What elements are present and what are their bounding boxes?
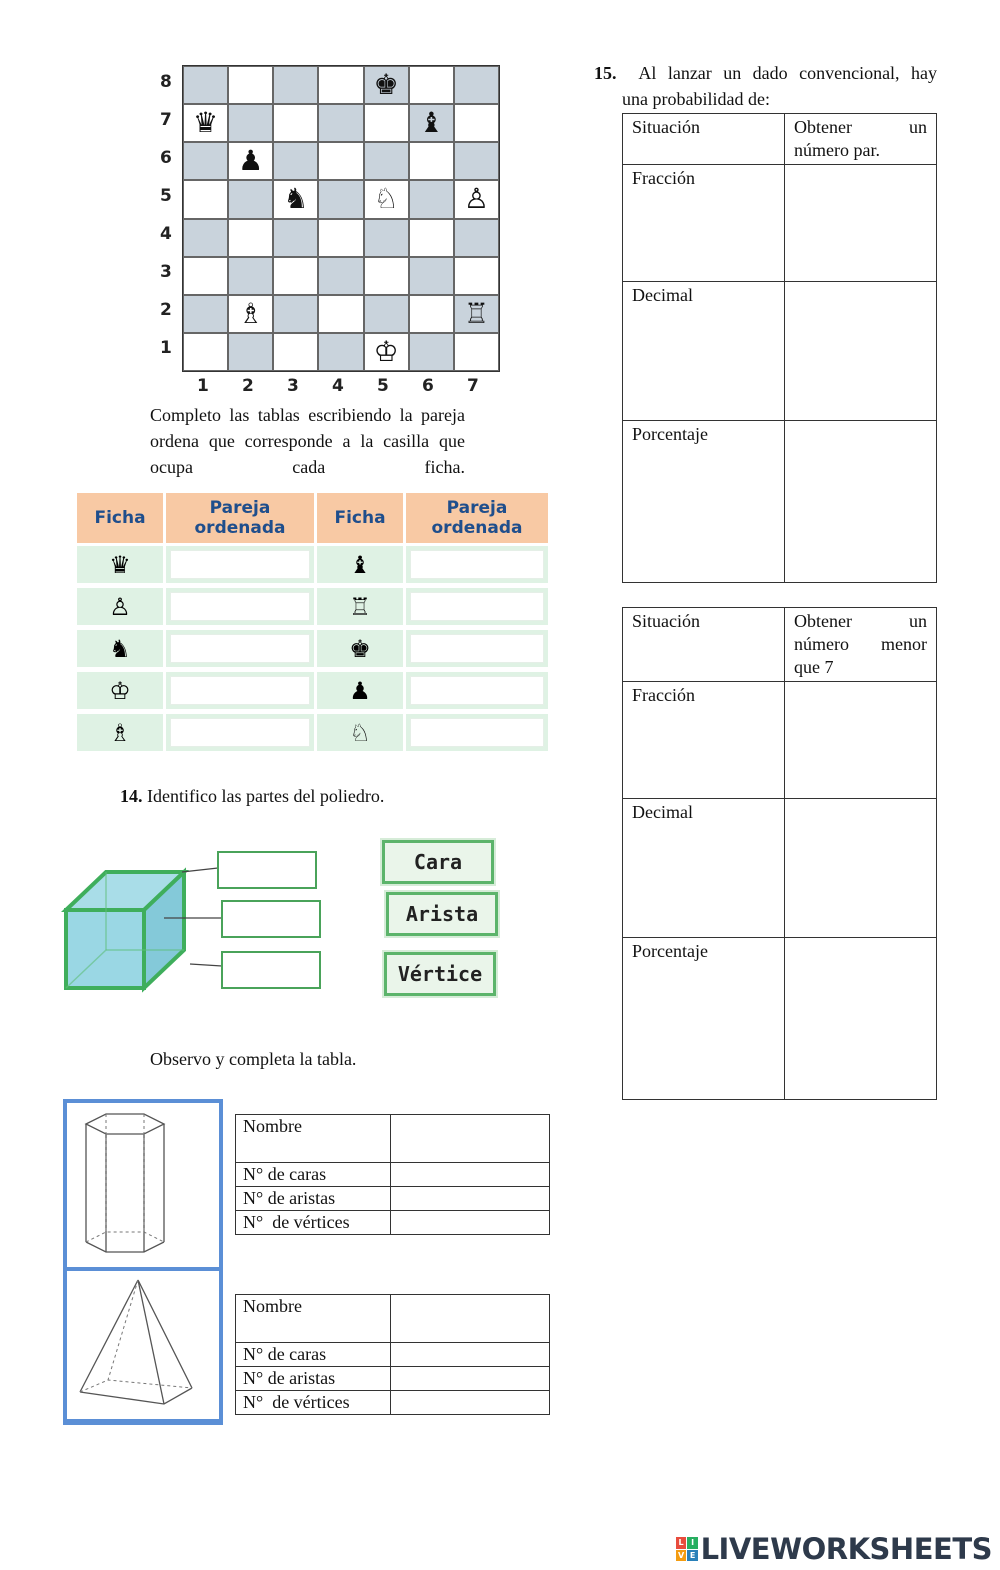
chess-grid bbox=[183, 66, 499, 371]
board-square bbox=[454, 257, 499, 295]
question-14-number: 14. bbox=[120, 786, 143, 806]
pareja-answer-right-input[interactable] bbox=[410, 718, 544, 747]
board-square bbox=[228, 104, 273, 142]
t1-decimal-value[interactable] bbox=[785, 282, 937, 421]
white-king-piece: ♔ bbox=[373, 334, 399, 368]
board-square bbox=[228, 333, 273, 371]
ficha-piece-left: ♔ bbox=[77, 672, 163, 709]
shape1-vertices-label: N° de vértices bbox=[236, 1211, 391, 1235]
file-label: 4 bbox=[332, 376, 344, 396]
board-square bbox=[364, 219, 409, 257]
board-square bbox=[454, 104, 499, 142]
file-label: 2 bbox=[242, 376, 254, 396]
ficha-piece-right: ♘ bbox=[317, 714, 403, 751]
ficha-piece-right: ♖ bbox=[317, 588, 403, 625]
board-square bbox=[364, 333, 409, 371]
black-pawn-piece: ♟ bbox=[238, 144, 264, 178]
board-square bbox=[318, 180, 363, 218]
file-label: 5 bbox=[377, 376, 389, 396]
board-square bbox=[318, 333, 363, 371]
rank-label: 8 bbox=[160, 72, 172, 92]
frame-divider bbox=[67, 1267, 219, 1271]
board-square bbox=[454, 142, 499, 180]
liveworksheets-brand: LIVEWORKSHEETS bbox=[700, 1532, 992, 1566]
board-square bbox=[183, 104, 228, 142]
board-square bbox=[364, 257, 409, 295]
t1-porcentaje-label: Porcentaje bbox=[623, 421, 785, 583]
white-pawn-piece: ♙ bbox=[463, 182, 489, 216]
cube-label-box-1[interactable] bbox=[217, 851, 317, 889]
file-label: 7 bbox=[467, 376, 479, 396]
board-square bbox=[454, 295, 499, 333]
pareja-header-2: Pareja ordenada bbox=[406, 493, 548, 543]
board-square bbox=[183, 142, 228, 180]
t1-fraccion-value[interactable] bbox=[785, 165, 937, 282]
pareja-answer-left bbox=[166, 630, 314, 667]
board-square bbox=[183, 295, 228, 333]
board-square bbox=[273, 219, 318, 257]
shape2-nombre-label: Nombre bbox=[236, 1295, 391, 1343]
shape2-caras-label: N° de caras bbox=[236, 1343, 391, 1367]
rank-label: 4 bbox=[160, 224, 172, 244]
t2-decimal-value[interactable] bbox=[785, 799, 937, 938]
board-square bbox=[228, 180, 273, 218]
board-square bbox=[454, 333, 499, 371]
board-square bbox=[409, 219, 454, 257]
shape-table-2 bbox=[235, 1294, 550, 1415]
t2-porcentaje-label: Porcentaje bbox=[623, 938, 785, 1100]
chess-board bbox=[182, 65, 500, 372]
hexagonal-prism-figure bbox=[78, 1108, 178, 1260]
pareja-answer-right bbox=[406, 672, 548, 709]
square-pyramid-figure bbox=[72, 1276, 202, 1411]
rank-label: 6 bbox=[160, 148, 172, 168]
board-square bbox=[364, 66, 409, 104]
board-square bbox=[183, 180, 228, 218]
t2-situacion-label: Situación bbox=[623, 608, 785, 682]
rank-label: 7 bbox=[160, 110, 172, 130]
ficha-header-1: Ficha bbox=[77, 493, 163, 543]
shape1-nombre-value[interactable] bbox=[391, 1115, 550, 1163]
pareja-answer-left-input[interactable] bbox=[170, 634, 310, 663]
question-14-text: Identifico las partes del poliedro. bbox=[147, 786, 385, 806]
white-rook-piece: ♖ bbox=[463, 296, 489, 330]
pareja-answer-left-input[interactable] bbox=[170, 592, 310, 621]
board-square bbox=[364, 180, 409, 218]
board-square bbox=[454, 66, 499, 104]
logo-letter-l: L bbox=[676, 1537, 687, 1549]
pareja-answer-left bbox=[166, 546, 314, 583]
shape1-aristas-value[interactable] bbox=[391, 1187, 550, 1211]
observe-instruction: Observo y completa la tabla. bbox=[150, 1049, 357, 1069]
pareja-answer-right-input[interactable] bbox=[410, 634, 544, 663]
pareja-answer-left bbox=[166, 714, 314, 751]
black-queen-piece: ♛ bbox=[193, 106, 219, 140]
cube-label-box-3[interactable] bbox=[221, 951, 321, 989]
board-square bbox=[409, 257, 454, 295]
pareja-answer-right bbox=[406, 546, 548, 583]
board-square bbox=[228, 295, 273, 333]
board-square bbox=[183, 66, 228, 104]
board-square bbox=[318, 219, 363, 257]
question-15-line1: Al lanzar un dado convencional, hay bbox=[638, 63, 937, 83]
board-square bbox=[409, 180, 454, 218]
frame-bottom bbox=[63, 1419, 223, 1425]
board-square bbox=[228, 142, 273, 180]
board-square bbox=[318, 66, 363, 104]
board-square bbox=[273, 295, 318, 333]
ficha-piece-right: ♟ bbox=[317, 672, 403, 709]
word-card-vertice[interactable]: Vértice bbox=[384, 952, 496, 996]
file-label: 3 bbox=[287, 376, 299, 396]
logo-letter-e: E bbox=[687, 1550, 698, 1562]
pareja-answer-left bbox=[166, 588, 314, 625]
board-square bbox=[273, 333, 318, 371]
word-card-arista[interactable]: Arista bbox=[386, 892, 498, 936]
probability-table-1 bbox=[622, 113, 937, 583]
board-square bbox=[318, 257, 363, 295]
board-square bbox=[364, 104, 409, 142]
white-knight-piece: ♘ bbox=[373, 182, 399, 216]
shape1-caras-value[interactable] bbox=[391, 1163, 550, 1187]
pareja-answer-right-input[interactable] bbox=[410, 676, 544, 705]
board-square bbox=[183, 257, 228, 295]
chess-instruction: Completo las tablas escribiendo la pareja ordena que corresponde a la casilla que ocupa cada ficha. bbox=[150, 405, 465, 477]
probability-table-2 bbox=[622, 607, 937, 1100]
pareja-answer-left bbox=[166, 672, 314, 709]
shape-table-1 bbox=[235, 1114, 550, 1235]
board-square bbox=[273, 180, 318, 218]
shape2-nombre-value[interactable] bbox=[391, 1295, 550, 1343]
board-square bbox=[409, 66, 454, 104]
pareja-answer-left-input[interactable] bbox=[170, 718, 310, 747]
t2-decimal-label: Decimal bbox=[623, 799, 785, 938]
t1-porcentaje-value[interactable] bbox=[785, 421, 937, 583]
board-square bbox=[183, 219, 228, 257]
board-square bbox=[454, 180, 499, 218]
t1-situacion-value: Obtener un número par. bbox=[785, 114, 937, 165]
ficha-piece-right: ♚ bbox=[317, 630, 403, 667]
rank-label: 1 bbox=[160, 338, 172, 358]
logo-letter-i: I bbox=[687, 1537, 698, 1549]
pareja-answer-right bbox=[406, 714, 548, 751]
black-bishop-piece: ♝ bbox=[418, 106, 444, 140]
shape1-nombre-label: Nombre bbox=[236, 1115, 391, 1163]
shape1-vertices-value[interactable] bbox=[391, 1211, 550, 1235]
pareja-answer-right bbox=[406, 588, 548, 625]
cube-label-box-2[interactable] bbox=[221, 900, 321, 938]
liveworksheets-icon bbox=[676, 1537, 698, 1561]
ficha-piece-left: ♙ bbox=[77, 588, 163, 625]
board-square bbox=[228, 66, 273, 104]
shape1-aristas-label: N° de aristas bbox=[236, 1187, 391, 1211]
shape1-caras-label: N° de caras bbox=[236, 1163, 391, 1187]
t1-decimal-label: Decimal bbox=[623, 282, 785, 421]
shape2-aristas-label: N° de aristas bbox=[236, 1367, 391, 1391]
board-square bbox=[409, 104, 454, 142]
pareja-header-1: Pareja ordenada bbox=[166, 493, 314, 543]
board-square bbox=[273, 66, 318, 104]
black-knight-piece: ♞ bbox=[283, 182, 309, 216]
shape2-vertices-label: N° de vértices bbox=[236, 1391, 391, 1415]
black-king-piece: ♚ bbox=[373, 68, 399, 102]
board-square bbox=[364, 142, 409, 180]
question-14 bbox=[120, 783, 384, 809]
ficha-piece-left: ♗ bbox=[77, 714, 163, 751]
ficha-table bbox=[77, 493, 548, 755]
rank-label: 5 bbox=[160, 186, 172, 206]
board-square bbox=[228, 257, 273, 295]
white-bishop-piece: ♗ bbox=[238, 296, 264, 330]
t2-fraccion-label: Fracción bbox=[623, 682, 785, 799]
pareja-answer-right bbox=[406, 630, 548, 667]
file-label: 1 bbox=[197, 376, 209, 396]
board-square bbox=[183, 333, 228, 371]
pareja-answer-right-input[interactable] bbox=[410, 592, 544, 621]
word-card-cara[interactable]: Cara bbox=[382, 840, 494, 884]
question-15 bbox=[594, 60, 937, 112]
t2-porcentaje-value[interactable] bbox=[785, 938, 937, 1100]
pareja-answer-left-input[interactable] bbox=[170, 676, 310, 705]
question-15-line2: una probabilidad de: bbox=[622, 89, 770, 109]
logo-letter-v: V bbox=[676, 1550, 687, 1562]
rank-label: 3 bbox=[160, 262, 172, 282]
t2-situacion-value: Obtener un número menor que 7 bbox=[785, 608, 937, 682]
board-square bbox=[409, 142, 454, 180]
t1-fraccion-label: Fracción bbox=[623, 165, 785, 282]
board-square bbox=[409, 295, 454, 333]
pareja-answer-left-input[interactable] bbox=[170, 550, 310, 579]
board-square bbox=[228, 219, 273, 257]
ficha-header-2: Ficha bbox=[317, 493, 403, 543]
question-15-number: 15. bbox=[594, 63, 617, 83]
t2-fraccion-value[interactable] bbox=[785, 682, 937, 799]
t1-situacion-label: Situación bbox=[623, 114, 785, 165]
ficha-piece-right: ♝ bbox=[317, 546, 403, 583]
board-square bbox=[364, 295, 409, 333]
board-square bbox=[273, 104, 318, 142]
ficha-piece-left: ♛ bbox=[77, 546, 163, 583]
pareja-answer-right-input[interactable] bbox=[410, 550, 544, 579]
liveworksheets-logo[interactable] bbox=[676, 1532, 992, 1566]
board-square bbox=[318, 104, 363, 142]
board-square bbox=[273, 257, 318, 295]
board-square bbox=[273, 142, 318, 180]
shape2-aristas-value[interactable] bbox=[391, 1367, 550, 1391]
ficha-piece-left: ♞ bbox=[77, 630, 163, 667]
board-square bbox=[454, 219, 499, 257]
board-square bbox=[318, 142, 363, 180]
board-square bbox=[409, 333, 454, 371]
file-label: 6 bbox=[422, 376, 434, 396]
rank-label: 2 bbox=[160, 300, 172, 320]
board-square bbox=[318, 295, 363, 333]
shape2-vertices-value[interactable] bbox=[391, 1391, 550, 1415]
shape2-caras-value[interactable] bbox=[391, 1343, 550, 1367]
